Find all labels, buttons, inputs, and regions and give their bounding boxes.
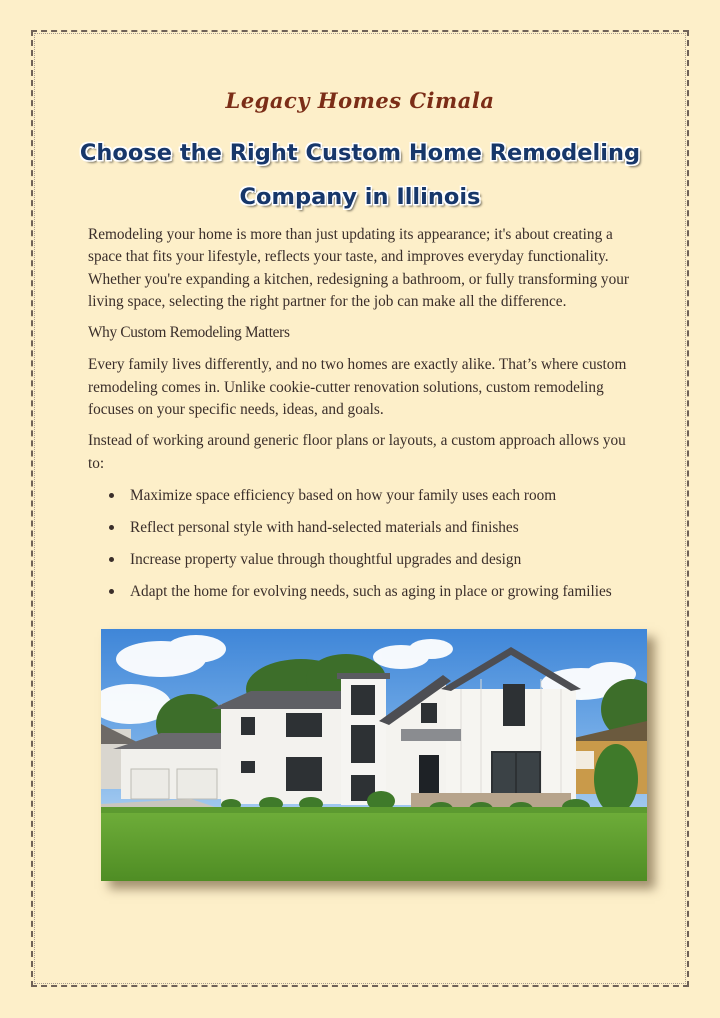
list-item [88, 485, 636, 517]
list-item-text: Increase property value through thoughtful upgrades and design [130, 550, 522, 568]
list-item [88, 581, 636, 613]
intro-paragraph: Remodeling your home is more than just updating its appearance; it's about creating a space that fits your lifestyle, reflects your taste, and improves everyday functionality. Whether you're expanding a kitchen, redesigning a bathroom, or fully transforming your living space, selecting the right partner for the job can make all the difference. [88, 226, 629, 310]
paragraph-2: Every family lives differently, and no two homes are exactly alike. That’s where custom remodeling comes in. Unlike cookie-cutter renovation solutions, custom remodeling focuses on your specific needs, ideas, and goals. [88, 356, 627, 419]
bullet-icon [109, 493, 114, 498]
list-item [88, 517, 636, 549]
list-item-text: Maximize space efficiency based on how your family uses each room [130, 486, 557, 504]
house-photo [101, 629, 647, 881]
bullet-icon [109, 589, 114, 594]
benefits-list [88, 485, 636, 613]
paragraph-3: Instead of working around generic floor plans or layouts, a custom approach allows you to: [88, 432, 626, 472]
list-item-text: Reflect personal style with hand-selected materials and finishes [130, 518, 519, 536]
bullet-icon [109, 525, 114, 530]
bullet-icon [109, 557, 114, 562]
list-item-text: Adapt the home for evolving needs, such as aging in place or growing families [130, 582, 612, 600]
article-body [88, 224, 636, 613]
page-title: Choose the Right Custom Home Remodeling Company in Illinois [79, 140, 641, 210]
list-item [88, 549, 636, 581]
brand-name: Legacy Homes Cimala [225, 88, 495, 113]
section-heading: Why Custom Remodeling Matters [88, 324, 290, 342]
